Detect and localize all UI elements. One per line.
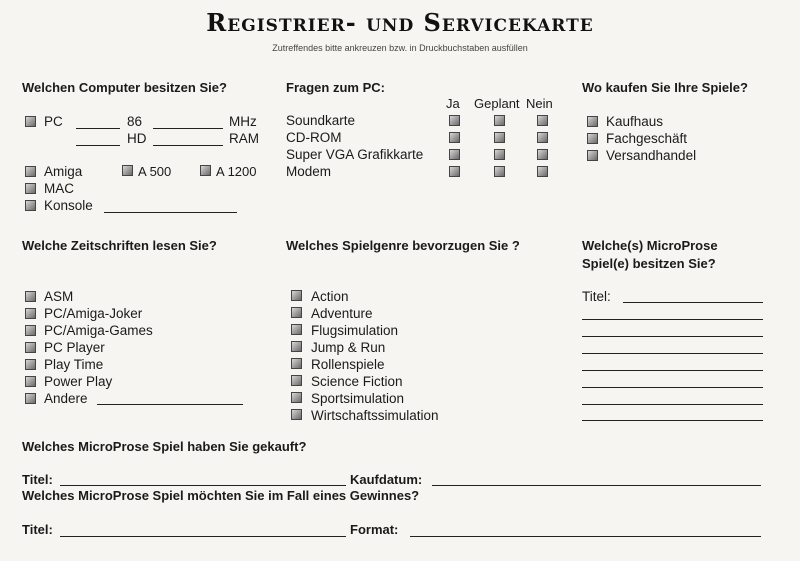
card-title: Registrier- und Servicekarte [206,8,594,37]
wish-question: Welches MicroProse Spiel möchten Sie im Fall eines Gewinnes? [22,488,420,503]
konsole-field[interactable] [104,212,237,213]
checkbox-adventure[interactable] [291,307,302,318]
checkbox-a500[interactable] [122,165,133,176]
label-play-time: Play Time [44,357,104,372]
checkbox-cdrom-geplant[interactable] [494,132,505,143]
checkbox-svga-geplant[interactable] [494,149,505,160]
card-subtitle: Zutreffendes bitte ankreuzen bzw. in Druckbuchstaben ausfüllen [272,43,528,53]
checkbox-kaufhaus[interactable] [587,116,598,127]
label-pc: PC [44,114,63,129]
checkbox-science-fiction[interactable] [291,375,302,386]
checkbox-pc[interactable] [25,116,36,127]
hd-field[interactable] [76,145,120,146]
checkbox-mac[interactable] [25,183,36,194]
owned-titel-label: Titel: [582,289,611,304]
pc-item-cdrom: CD-ROM [286,130,342,145]
label-adventure: Adventure [311,306,373,321]
checkbox-soundkarte-geplant[interactable] [494,115,505,126]
genres-question: Welches Spielgenre bevorzugen Sie ? [286,238,520,253]
owned-title-field-4[interactable] [582,353,763,354]
checkbox-soundkarte-nein[interactable] [537,115,548,126]
mhz-field[interactable] [153,128,223,129]
label-rollenspiele: Rollenspiele [311,357,385,372]
label-ram: RAM [229,131,259,146]
checkbox-pc-player[interactable] [25,342,36,353]
owned-title-field-6[interactable] [582,387,763,388]
checkbox-cdrom-ja[interactable] [449,132,460,143]
pc-questions-heading: Fragen zum PC: [286,80,385,95]
checkbox-svga-nein[interactable] [537,149,548,160]
computer-question: Welchen Computer besitzen Sie? [22,80,227,95]
bought-date-field[interactable] [432,485,761,486]
col-geplant: Geplant [474,96,520,111]
checkbox-jump-run[interactable] [291,341,302,352]
label-sportsimulation: Sportsimulation [311,391,405,406]
label-kaufhaus: Kaufhaus [606,114,664,129]
checkbox-konsole[interactable] [25,200,36,211]
label-asm: ASM [44,289,74,304]
label-action: Action [311,289,349,304]
label-a1200: A 1200 [216,164,257,179]
checkbox-fachgeschaeft[interactable] [587,133,598,144]
checkbox-cdrom-nein[interactable] [537,132,548,143]
owned-question-line2: Spiel(e) besitzen Sie? [582,256,716,271]
magazines-question: Welche Zeitschriften lesen Sie? [22,238,217,253]
ram-field[interactable] [153,145,223,146]
bought-title-field[interactable] [60,485,346,486]
label-a500: A 500 [138,164,172,179]
checkbox-sportsimulation[interactable] [291,392,302,403]
checkbox-modem-ja[interactable] [449,166,460,177]
checkbox-wirtschaftssimulation[interactable] [291,409,302,420]
label-amiga: Amiga [44,164,83,179]
owned-title-field-7[interactable] [582,404,763,405]
label-science-fiction: Science Fiction [311,374,403,389]
pc-item-svga: Super VGA Grafikkarte [286,147,424,162]
wish-format-field[interactable] [410,536,761,537]
label-konsole: Konsole [44,198,93,213]
purchase-question: Wo kaufen Sie Ihre Spiele? [582,80,748,95]
label-mhz: MHz [229,114,257,129]
label-jump-run: Jump & Run [311,340,386,355]
label-pc-amiga-joker: PC/Amiga-Joker [44,306,143,321]
checkbox-svga-ja[interactable] [449,149,460,160]
pc-item-soundkarte: Soundkarte [286,113,356,128]
owned-title-field-8[interactable] [582,420,763,421]
bought-question: Welches MicroProse Spiel haben Sie gekauft? [22,439,307,454]
checkbox-andere[interactable] [25,393,36,404]
label-wirtschaftssimulation: Wirtschaftssimulation [311,408,439,423]
label-pc-amiga-games: PC/Amiga-Games [44,323,153,338]
checkbox-modem-geplant[interactable] [494,166,505,177]
checkbox-pc-amiga-games[interactable] [25,325,36,336]
label-mac: MAC [44,181,74,196]
label-86: 86 [127,114,143,129]
label-versandhandel: Versandhandel [606,148,697,163]
pc-item-modem: Modem [286,164,332,179]
wish-format-label: Format: [350,522,399,537]
checkbox-a1200[interactable] [200,165,211,176]
wish-title-field[interactable] [60,536,346,537]
checkbox-amiga[interactable] [25,166,36,177]
label-power-play: Power Play [44,374,113,389]
checkbox-pc-amiga-joker[interactable] [25,308,36,319]
bought-titel-label: Titel: [22,472,53,487]
cpu-prefix-field[interactable] [76,128,120,129]
label-flugsimulation: Flugsimulation [311,323,399,338]
checkbox-soundkarte-ja[interactable] [449,115,460,126]
col-nein: Nein [526,96,553,111]
col-ja: Ja [446,96,460,111]
andere-field[interactable] [97,404,243,405]
owned-title-field-3[interactable] [582,336,763,337]
checkbox-play-time[interactable] [25,359,36,370]
label-pc-player: PC Player [44,340,105,355]
owned-title-field-1[interactable] [623,302,763,303]
checkbox-versandhandel[interactable] [587,150,598,161]
checkbox-flugsimulation[interactable] [291,324,302,335]
bought-date-label: Kaufdatum: [350,472,423,487]
owned-title-field-5[interactable] [582,370,763,371]
checkbox-action[interactable] [291,290,302,301]
label-hd: HD [127,131,147,146]
checkbox-modem-nein[interactable] [537,166,548,177]
wish-titel-label: Titel: [22,522,53,537]
checkbox-asm[interactable] [25,291,36,302]
label-andere: Andere [44,391,88,406]
checkbox-power-play[interactable] [25,376,36,387]
label-fachgeschaeft: Fachgeschäft [606,131,688,146]
checkbox-rollenspiele[interactable] [291,358,302,369]
owned-question-line1: Welche(s) MicroProse [582,238,718,253]
owned-title-field-2[interactable] [582,319,763,320]
